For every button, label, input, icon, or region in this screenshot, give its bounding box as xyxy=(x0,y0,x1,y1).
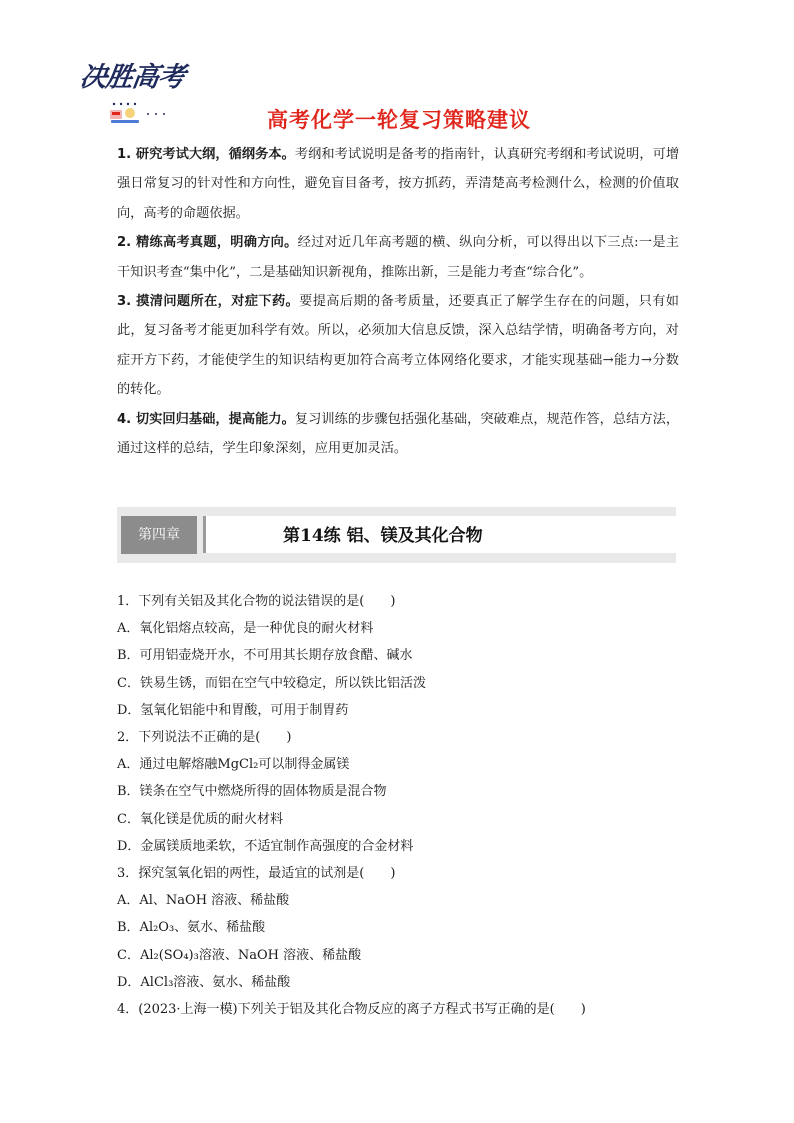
question-option: A．氧化铝熔点较高，是一种优良的耐火材料 xyxy=(117,621,374,637)
strategy-body: 经过对近几年高考题的横、纵向分析，可以得出以下三点:一是主干知识考查“集中化”，二是基础知识新视角，推陈出新，三是能力考查“综合化”。 xyxy=(117,235,679,280)
chapter-tag: 第四章 xyxy=(121,516,197,554)
strategy-body: 考纲和考试说明是备考的指南针，认真研究考纲和考试说明，可增强日常复习的针对性和方向性，避免盲目备考，按方抓药，弄清楚高考检测什么，检测的价值取向，高考的命题依据。 xyxy=(117,147,680,221)
logo-text: 决胜高考 xyxy=(77,62,187,93)
question-option: C．Al₂(SO₄)₃溶液、NaOH 溶液、稀盐酸 xyxy=(117,947,362,963)
question-option: B．可用铝壶烧开水，不可用其长期存放食醋、碱水 xyxy=(117,648,413,664)
question-list xyxy=(117,588,679,1023)
question-option: A．Al、NaOH 溶液、稀盐酸 xyxy=(117,893,290,909)
question-1 xyxy=(117,588,679,724)
question-2 xyxy=(117,724,679,860)
question-option: B．Al₂O₃、氨水、稀盐酸 xyxy=(117,920,266,936)
strategy-body: 要提高后期的备考质量，还要真正了解学生存在的问题，只有如此，复习备考才能更加科学有效。所以，必须加大信息反馈，深入总结学情，明确备考方向，对症开方下药，才能使学生的知识结构更加符合高考立体网络化要求，才能实现基础→能力→分数的转化。 xyxy=(117,294,679,398)
strategy-paragraph xyxy=(117,228,679,287)
question-option: A．通过电解熔融MgCl₂可以制得金属镁 xyxy=(117,757,350,773)
question-3 xyxy=(117,860,679,996)
strategy-section xyxy=(117,140,679,463)
strategy-paragraph xyxy=(117,287,679,405)
question-option: D．氢氧化铝能中和胃酸，可用于制胃药 xyxy=(117,702,349,718)
strategy-heading: 1. 研究考试大纲，循纲务本。 xyxy=(117,147,295,162)
question-option: D．金属镁质地柔软，不适宜制作高强度的合金材料 xyxy=(117,838,414,854)
chapter-title: 第14练 铝、镁及其化合物 xyxy=(283,526,483,546)
question-4 xyxy=(117,996,679,1023)
question-option: D．AlCl₃溶液、氨水、稀盐酸 xyxy=(117,974,291,990)
question-stem: 1．下列有关铝及其化合物的说法错误的是( ) xyxy=(117,594,396,609)
strategy-paragraph xyxy=(117,405,679,464)
strategy-heading: 4. 切实回归基础，提高能力。 xyxy=(117,411,295,427)
strategy-paragraph xyxy=(117,140,679,228)
strategy-body: 复习训练的步骤包括强化基础，突破难点，规范作答，总结方法，通过这样的总结，学生印象深刻，应用更加灵活。 xyxy=(117,411,680,457)
question-option: C．铁易生锈，而铝在空气中较稳定，所以铁比铝活泼 xyxy=(117,675,426,691)
question-option: B．镁条在空气中燃烧所得的固体物质是混合物 xyxy=(117,784,387,800)
strategy-heading: 2. 精练高考真题，明确方向。 xyxy=(117,235,298,251)
question-option: C．氧化镁是优质的耐火材料 xyxy=(117,811,283,827)
question-stem: 4．(2023·上海一模)下列关于铝及其化合物反应的离子方程式书写正确的是( ) xyxy=(117,1002,586,1018)
question-stem: 2．下列说法不正确的是( ) xyxy=(117,730,292,746)
question-stem: 3．探究氢氧化铝的两性，最适宜的试剂是( ) xyxy=(117,866,396,882)
page-title: 高考化学一轮复习策略建议 xyxy=(267,108,531,132)
strategy-heading: 3. 摸清问题所在，对症下药。 xyxy=(117,294,300,310)
